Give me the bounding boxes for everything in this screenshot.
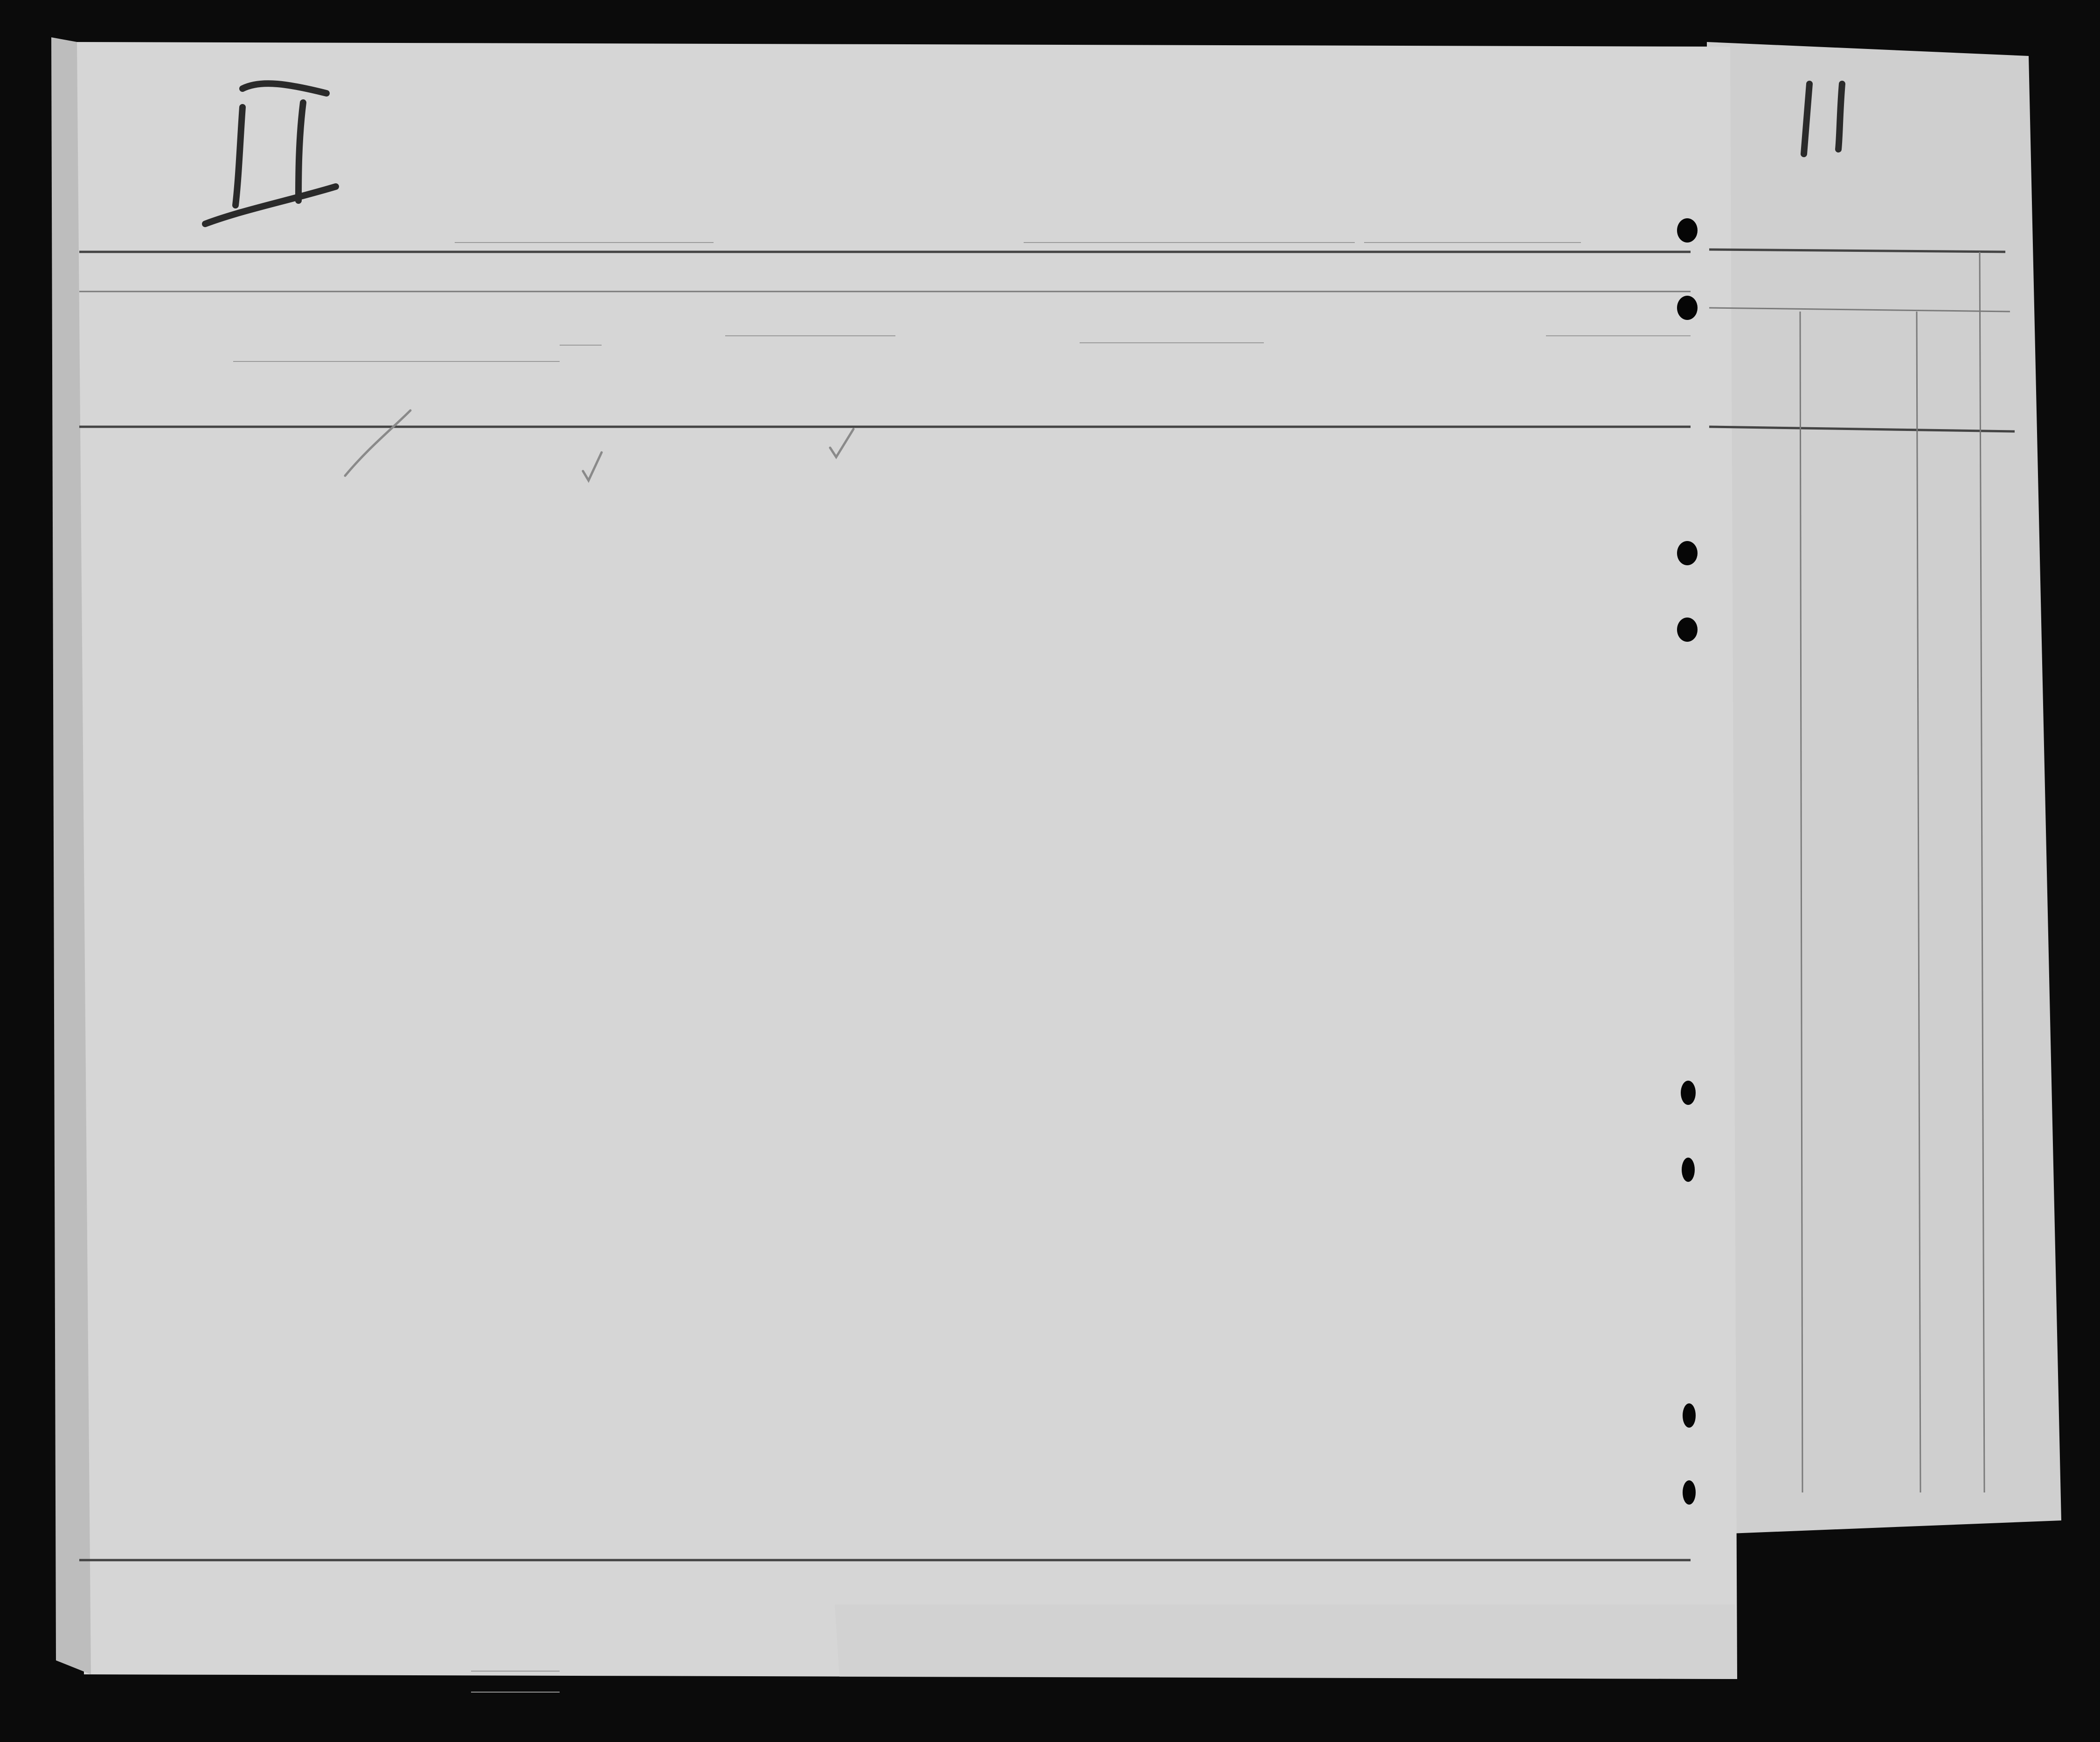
right-sheet (1707, 42, 2061, 1534)
manifest-sheet (70, 42, 1737, 1679)
